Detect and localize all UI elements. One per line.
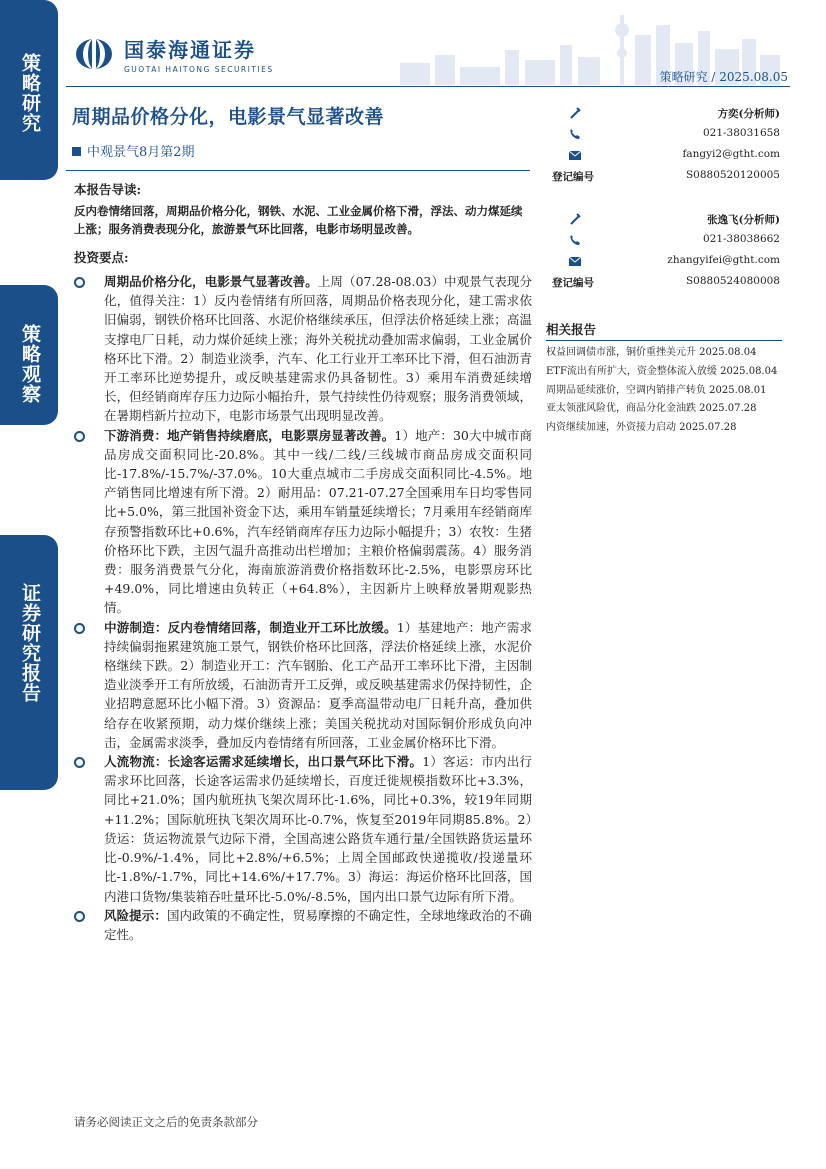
- analyst-phone-row: [552, 125, 780, 146]
- point-lead: 人流物流：长途客运需求延续增长，出口景气环比下滑。: [104, 754, 423, 770]
- related-report-link[interactable]: 内资继续加速，外资接力启动 2025.07.28: [546, 422, 737, 434]
- logo-mark-icon: [74, 37, 118, 71]
- point-item: [74, 618, 532, 752]
- sidebar-block-strategy-research: [0, 0, 58, 180]
- analyst-name: 方奕(分析师): [717, 108, 780, 120]
- related-divider: [546, 340, 782, 341]
- sidebar-block-strategy-observation: [0, 285, 58, 425]
- related-reports-heading: 相关报告: [546, 322, 597, 337]
- phone-icon: [568, 233, 582, 247]
- analyst-card: [552, 210, 780, 294]
- circle-bullet-icon: [74, 623, 85, 634]
- sidebar-block-securities-report: [0, 535, 58, 790]
- point-lead: 中游制造：反内卷情绪回落，制造业开工环比放缓。: [104, 619, 397, 635]
- logo-name-cn: 国泰海通证券: [124, 38, 256, 62]
- analyst-icon: [568, 212, 582, 226]
- analyst-phone-row: [552, 231, 780, 252]
- reg-number: S0880524080008: [685, 275, 780, 287]
- header-divider: [66, 86, 790, 87]
- point-text: 1）基建地产：地产需求持续偏弱拖累建筑施工景气，钢铁价格环比回落，浮法价格延续上涨，水泥价格继续下跌。2）制造业开工：汽车钢胎、化工产品开工率环比下滑，主因制造业淡季开工有所放缓，石油沥青开工反弹，或反映基建需求仍保持韧性，企业招聘意愿环比小幅下滑。3）资源品：夏季高温带动电厂日耗升高，叠加供给存在收紧预期，动力煤价继续上涨；美国关税扰动对国际铜价形成负向冲击，金属需求淡季，叠加反内卷情绪有所回落，工业金属价格环比下滑。: [104, 619, 532, 750]
- point-item: [74, 272, 532, 426]
- title-divider: [66, 170, 530, 171]
- email-icon: [568, 254, 582, 268]
- point-lead: 下游消费：地产销售持续磨底，电影票房显著改善。: [104, 427, 395, 443]
- circle-bullet-icon: [74, 757, 85, 768]
- analyst-email[interactable]: fangyi2@gtht.com: [682, 148, 780, 160]
- analyst-name: 张逸飞(分析师): [707, 214, 780, 226]
- disclaimer-footer: 请务必阅读正文之后的免责条款部分: [74, 1115, 258, 1129]
- analyst-email[interactable]: zhangyifei@gtht.com: [667, 254, 780, 266]
- analyst-name-row: [552, 210, 780, 231]
- related-report-link[interactable]: 周期品延续涨价，空调内销排产转负 2025.08.01: [546, 384, 767, 396]
- analyst-icon: [568, 106, 582, 120]
- analyst-phone: 021-38031658: [702, 127, 780, 139]
- related-report-link[interactable]: 亚太领涨风险优，商品分化金油跌 2025.07.28: [546, 403, 757, 415]
- circle-bullet-icon: [74, 277, 85, 288]
- sidebar-strategy-observation-label: 策略观察: [19, 324, 41, 404]
- phone-icon: [568, 127, 582, 141]
- related-reports-list: [546, 345, 786, 439]
- point-text: 国内政策的不确定性，贸易摩擦的不确定性，全球地缘政治的不确定性。: [104, 907, 532, 942]
- guide-body: 反内卷情绪回落，周期品价格分化，钢铁、水泥、工业金属价格下滑，浮法、动力煤延续上涨；服务消费表现分化，旅游景气环比回落，电影市场明显改善。: [74, 204, 523, 236]
- point-lead: 风险提示：: [104, 907, 167, 923]
- related-report-link[interactable]: ETF流出有所扩大，资金整体流入放缓 2025.08.04: [546, 365, 778, 377]
- analyst-name-row: [552, 104, 780, 125]
- reg-label: 登记编号: [552, 277, 594, 289]
- circle-bullet-icon: [74, 431, 85, 442]
- analyst-reg-row: [552, 167, 780, 188]
- points-heading: 投资要点:: [74, 250, 129, 265]
- point-item: [74, 906, 532, 944]
- point-text: 1）客运：市内出行需求环比回落，长途客运需求仍延续增长，百度迁徙规模指数环比+3.3%，同比+21.0%；国内航班执飞架次周环比-1.6%，同比+0.3%，较19年同期+11.2%；国际航班执飞架次周环比-0.7%，恢复至2019年同期85.8%。2）货运：货运物流景气边际下滑，全国高速公路货车通行量/全国铁路货运量环比-0.9%/-1.4%，同比+2.8%/+6.5%；上周全国邮政快递揽收/投递量环比-1.8%/-1.7%，同比+14.6%/+17.7%。3）海运：海运价格环比回落，国内港口货物/集装箱吞吐量环比-5.0%/-8.5%，国内出口景气边际有所下滑。: [104, 754, 532, 904]
- point-item: [74, 752, 532, 906]
- circle-bullet-icon: [74, 911, 85, 922]
- subtitle-text: 中观景气8月第2期: [87, 145, 195, 160]
- logo-name-en: GUOTAI HAITONG SECURITIES: [124, 65, 274, 74]
- point-item: [74, 426, 532, 618]
- email-icon: [568, 148, 582, 162]
- point-lead: 周期品价格分化，电影景气显著改善。: [104, 274, 318, 289]
- analyst-reg-row: [552, 273, 780, 294]
- reg-label: 登记编号: [552, 171, 594, 183]
- analyst-card: [552, 104, 780, 188]
- points-list: [74, 272, 532, 944]
- related-report-link[interactable]: 权益回调债市涨，铜价重挫美元升 2025.08.04: [546, 347, 757, 358]
- point-text: 上周（07.28-08.03）中观景气表现分化，值得关注：1）反内卷情绪有所回落，周期品价格表现分化，建工需求依旧偏弱，钢铁价格环比回落、水泥价格继续承压，但浮法价格延续上涨；高温支撑电厂日耗，动力煤价延续上涨；海外关税扰动叠加需求偏弱，工业金属价格环比下滑。2）制造业淡季，汽车、化工行业开工率环比下滑，但石油沥青开工率环比逆势提升，或反映基建需求仍具备韧性。3）乘用车消费延续增长，但经销商库存压力边际小幅抬升，景气持续性仍待观察；服务消费领域，在暑期档新片拉动下，电影市场景气出现明显改善。: [104, 274, 532, 424]
- report-type-date: 策略研究 / 2025.08.05: [659, 70, 788, 84]
- guide-heading: 本报告导读:: [74, 182, 142, 197]
- analyst-phone: 021-38038662: [702, 233, 780, 245]
- company-logo: [74, 34, 274, 74]
- point-text: 1）地产：30大中城市商品房成交面积同比-20.8%。其中一线/二线/三线城市商品房成交面积同比-17.8%/-15.7%/-37.0%。10大重点城市二手房成交面积同比-4.5%。地产销售同比增速有所下滑。2）耐用品：07.21-07.27全国乘用车日均零售同比+5.0%，第三批国补资金下达，乘用车销量延续增长；7月乘用车经销商库存预警指数环比+0.6%，汽车经销商库存压力边际小幅提升；3）农牧：生猪价格环比下跌，主因气温升高推动出栏增加；主粮价格偏弱震荡。4）服务消费：服务消费景气分化，海南旅游消费价格指数环比-2.5%，电影票房环比+49.0%，同比增速由负转正（+64.8%），主因新片上映释放暑期观影热情。: [104, 427, 532, 616]
- sidebar: [0, 0, 60, 1169]
- page-subtitle: [72, 141, 195, 160]
- sidebar-strategy-research-label: 策略研究: [19, 53, 41, 133]
- reg-number: S0880520120005: [685, 169, 780, 181]
- analyst-email-row: [552, 252, 780, 273]
- square-bullet-icon: [72, 147, 81, 156]
- page-title: 周期品价格分化，电影景气显著改善: [72, 106, 385, 128]
- sidebar-securities-report-label: 证券研究报告: [19, 583, 41, 703]
- analyst-email-row: [552, 146, 780, 167]
